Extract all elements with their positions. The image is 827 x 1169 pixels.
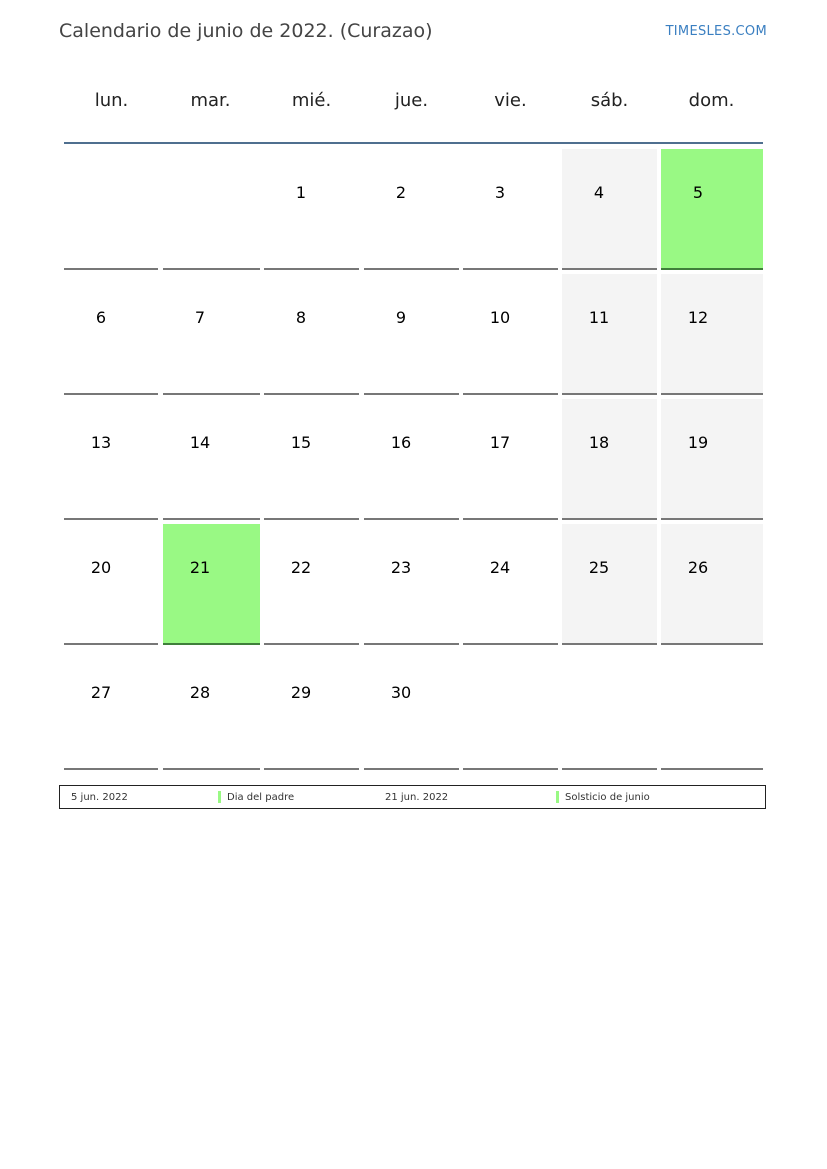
day-cell[interactable] bbox=[463, 399, 558, 520]
day-cell[interactable] bbox=[264, 149, 359, 270]
day-number: 8 bbox=[295, 308, 307, 327]
weekday-label: jue. bbox=[394, 90, 429, 111]
day-number: 1 bbox=[295, 183, 307, 202]
day-cell[interactable] bbox=[364, 399, 459, 520]
day-cell[interactable] bbox=[562, 524, 657, 645]
day-cell[interactable] bbox=[64, 524, 158, 645]
day-number: 26 bbox=[687, 558, 709, 577]
day-cell[interactable] bbox=[562, 399, 657, 520]
day-cell[interactable] bbox=[661, 524, 763, 645]
day-number: 28 bbox=[189, 683, 211, 702]
header-divider bbox=[64, 142, 763, 144]
legend-holiday-name: Dia del padre bbox=[227, 792, 295, 803]
day-number: 10 bbox=[489, 308, 511, 327]
day-cell[interactable] bbox=[163, 649, 260, 770]
weekday-label: mar. bbox=[190, 90, 231, 111]
day-number: 23 bbox=[390, 558, 412, 577]
day-number: 2 bbox=[395, 183, 407, 202]
day-number: 21 bbox=[189, 558, 211, 577]
day-cell[interactable] bbox=[562, 274, 657, 395]
day-number: 16 bbox=[390, 433, 412, 452]
empty-day-cell bbox=[463, 649, 558, 770]
day-number: 17 bbox=[489, 433, 511, 452]
day-cell[interactable] bbox=[264, 524, 359, 645]
day-number: 22 bbox=[290, 558, 312, 577]
day-number: 19 bbox=[687, 433, 709, 452]
day-number: 4 bbox=[593, 183, 605, 202]
day-number: 30 bbox=[390, 683, 412, 702]
legend-date: 21 jun. 2022 bbox=[385, 792, 449, 803]
day-cell[interactable] bbox=[463, 524, 558, 645]
empty-day-cell bbox=[64, 149, 158, 270]
empty-day-cell bbox=[562, 649, 657, 770]
day-cell[interactable] bbox=[163, 399, 260, 520]
day-cell[interactable] bbox=[364, 649, 459, 770]
day-number: 27 bbox=[90, 683, 112, 702]
empty-day-cell bbox=[661, 649, 763, 770]
day-number: 13 bbox=[90, 433, 112, 452]
day-cell[interactable] bbox=[264, 649, 359, 770]
day-cell[interactable] bbox=[64, 649, 158, 770]
day-cell[interactable] bbox=[163, 524, 260, 645]
day-cell[interactable] bbox=[661, 274, 763, 395]
day-cell[interactable] bbox=[264, 399, 359, 520]
weekday-label: vie. bbox=[494, 90, 527, 111]
page-title: Calendario de junio de 2022. (Curazao) bbox=[59, 20, 433, 42]
day-number: 7 bbox=[194, 308, 206, 327]
day-cell[interactable] bbox=[661, 149, 763, 270]
weekday-label: sáb. bbox=[590, 90, 629, 111]
day-number: 11 bbox=[588, 308, 610, 327]
day-number: 15 bbox=[290, 433, 312, 452]
day-cell[interactable] bbox=[364, 149, 459, 270]
day-number: 18 bbox=[588, 433, 610, 452]
day-cell[interactable] bbox=[463, 149, 558, 270]
day-number: 3 bbox=[494, 183, 506, 202]
day-cell[interactable] bbox=[264, 274, 359, 395]
day-cell[interactable] bbox=[364, 274, 459, 395]
day-number: 12 bbox=[687, 308, 709, 327]
legend-color-marker bbox=[218, 791, 221, 803]
day-number: 29 bbox=[290, 683, 312, 702]
brand-link[interactable]: TIMESLES.COM bbox=[665, 24, 767, 39]
legend-holiday-name: Solsticio de junio bbox=[565, 792, 650, 803]
weekday-label: dom. bbox=[688, 90, 735, 111]
day-number: 6 bbox=[95, 308, 107, 327]
legend-date: 5 jun. 2022 bbox=[71, 792, 128, 803]
legend-color-marker bbox=[556, 791, 559, 803]
weekday-label: mié. bbox=[291, 90, 332, 111]
day-number: 9 bbox=[395, 308, 407, 327]
day-number: 5 bbox=[692, 183, 704, 202]
empty-day-cell bbox=[163, 149, 260, 270]
holiday-legend bbox=[59, 785, 766, 809]
day-cell[interactable] bbox=[463, 274, 558, 395]
day-cell[interactable] bbox=[364, 524, 459, 645]
day-cell[interactable] bbox=[661, 399, 763, 520]
weekday-header bbox=[64, 90, 763, 120]
calendar-grid bbox=[64, 149, 763, 774]
day-cell[interactable] bbox=[64, 274, 158, 395]
day-cell[interactable] bbox=[64, 399, 158, 520]
weekday-label: lun. bbox=[94, 90, 129, 111]
day-number: 24 bbox=[489, 558, 511, 577]
day-number: 20 bbox=[90, 558, 112, 577]
day-cell[interactable] bbox=[562, 149, 657, 270]
day-number: 14 bbox=[189, 433, 211, 452]
day-number: 25 bbox=[588, 558, 610, 577]
day-cell[interactable] bbox=[163, 274, 260, 395]
